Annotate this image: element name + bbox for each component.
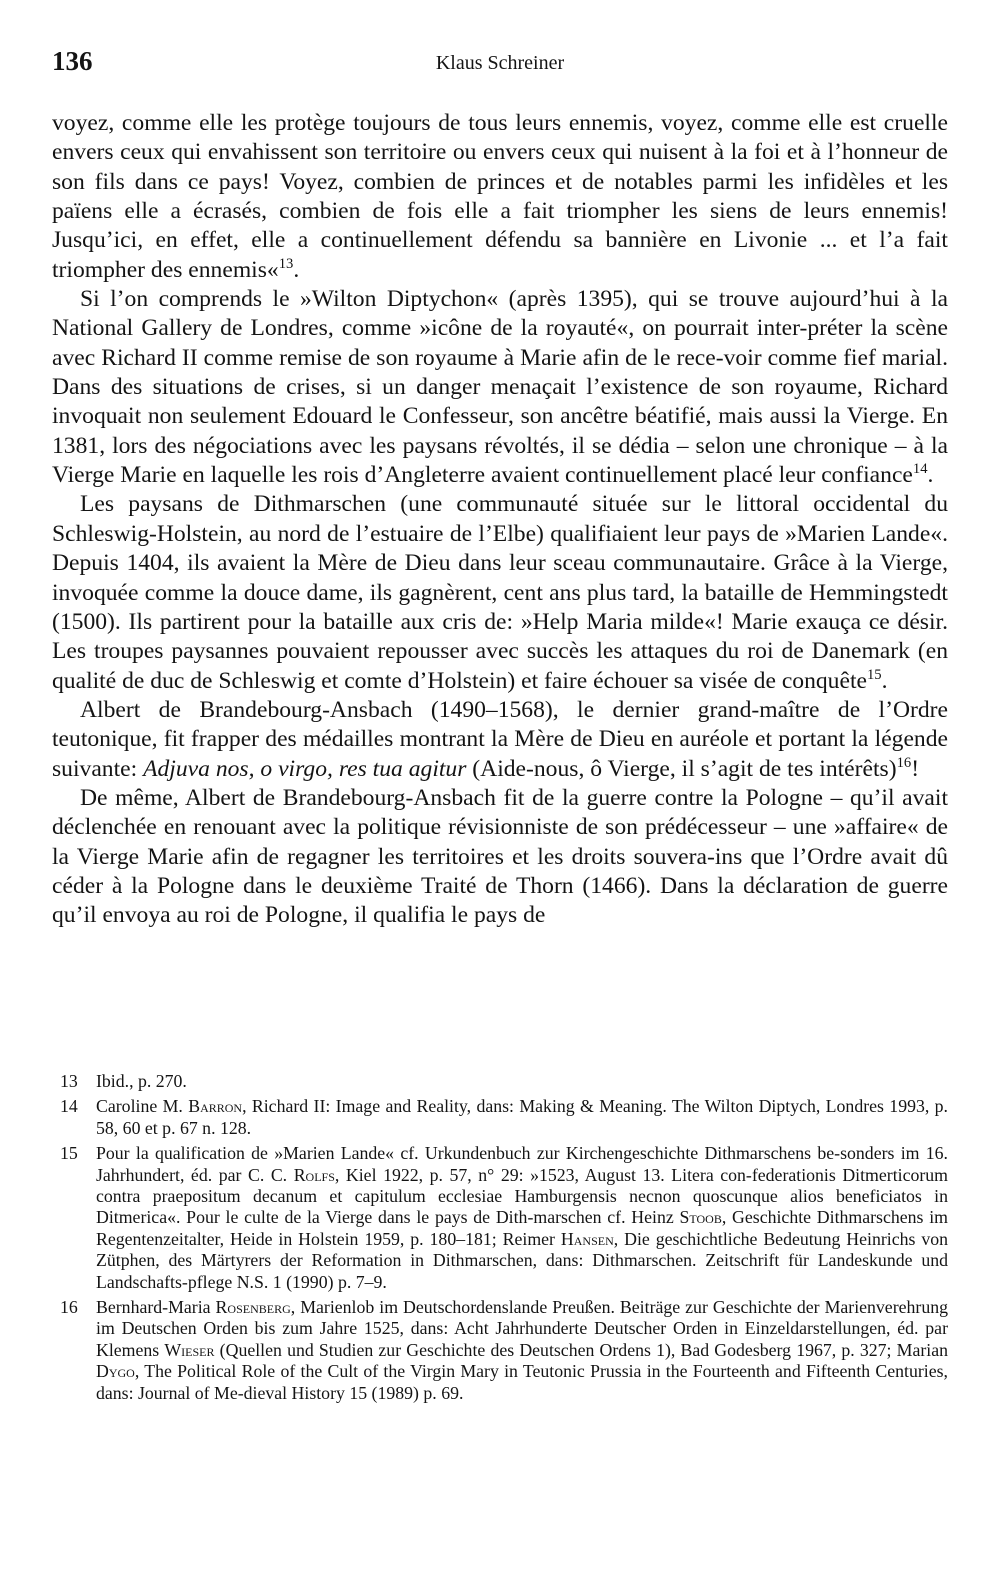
author-surname: Rolfs bbox=[293, 1164, 335, 1185]
footnote-text: , Geschichte Dithmarschens im Regentenzeitalter, Heide in Holstein 1959, p. 180–181; Reimer bbox=[96, 1207, 948, 1249]
footnote-number: 13 bbox=[60, 1071, 78, 1091]
footnote-ref-16[interactable]: 16 bbox=[896, 754, 912, 771]
punctuation: ! bbox=[911, 755, 920, 782]
footnote-number: 16 bbox=[60, 1297, 78, 1318]
author-surname: Stoob bbox=[679, 1207, 722, 1228]
body-text bbox=[52, 109, 948, 931]
footnotes bbox=[52, 1071, 948, 1408]
author-surname: Wieser bbox=[164, 1339, 215, 1360]
punctuation: . bbox=[293, 256, 300, 283]
author-surname: Dygo bbox=[96, 1361, 135, 1382]
footnote-text: , Marienlob im Deutschordenslande Preußen. Beiträge zur Geschichte der Marienverehrung im Deutschen Orden bis zum Jahre 1525, dans: Acht Jahrhunderte Deutscher Orden in Einzeldarstellungen, éd. par Klemens bbox=[96, 1297, 948, 1360]
running-head-author: Klaus Schreiner bbox=[435, 52, 565, 74]
paragraph-text: voyez, comme elle les protège toujours de tous leurs ennemis, voyez, comme elle est cruelle envers ceux qui envahissent son territoire ou envers ceux qui nuisent à la foi et à l’honneur de son fils dans ce pays! Voyez, combien de princes et de notables parmi les infidèles et les païens elle a écrasés, combien de fois elle a fait triompher les siens de leurs ennemis! Jusqu’ici, en effet, elle a continuellement défendu sa bannière en Livonie ... et l’a fait triompher des ennemis« bbox=[52, 110, 948, 283]
footnote-text: , Kiel 1922, p. 57, n° 29: »1523, August 13. Litera con-federationis Ditmerticorum contra praepositum decanum et capitulum ecclesiae Hamburgensis necnon quoscunque alios beneficiatos in Ditmerica«. Pour le culte de la Vierge dans le pays de Dith-marschen cf. Heinz bbox=[96, 1164, 949, 1228]
paragraph bbox=[52, 285, 948, 490]
footnote-text: Bernhard-Maria bbox=[96, 1297, 216, 1318]
paragraph bbox=[52, 696, 948, 784]
footnote-number: 15 bbox=[60, 1143, 78, 1164]
author-surname: Barron bbox=[188, 1096, 243, 1117]
punctuation: . bbox=[927, 462, 934, 489]
paragraph-text: De même, Albert de Brandebourg-Ansbach fit de la guerre contre la Pologne – qu’il avait déclenchée en renouant avec la politique révisionniste de son prédécesseur – une »affaire« de la Vierge Marie afin de regagner les territoires et les droits souvera-ins que l’Ordre avait dû céder à la Pologne dans le deuxième Traité de Thorn (1466). Dans la déclaration de guerre qu’il envoya au roi de Pologne, il qualifia le pays de bbox=[52, 784, 948, 929]
page-header bbox=[52, 46, 948, 82]
footnote-text: Pour la qualification de »Marien Lande« cf. Urkundenbuch zur Kirchengeschichte Dithmarschens be-sonders im 16. Jahrhundert, éd. par C. C. bbox=[96, 1143, 948, 1185]
footnote-ref-15[interactable]: 15 bbox=[866, 666, 882, 683]
footnote-text: Caroline M. bbox=[96, 1096, 189, 1117]
footnote-text: (Quellen und Studien zur Geschichte des Deutschen Ordens 1), Bad Godesberg 1967, p. 327; Marian bbox=[214, 1339, 949, 1360]
footnote-15 bbox=[52, 1143, 948, 1293]
punctuation: . bbox=[881, 667, 888, 694]
author-surname: Rosenberg bbox=[215, 1297, 291, 1318]
paragraph-text: Si l’on comprends le »Wilton Diptychon« (après 1395), qui se trouve aujourd’hui à la National Gallery de Londres, comme »icône de la royauté«, on pourrait inter-préter la scène avec Richard II comme remise de son royaume à Marie afin de le rece-voir comme fief marial. Dans des situations de crises, si un danger menaçait l’existence de son royaume, Richard invoquait non seulement Edouard le Confesseur, son ancêtre béatifié, mais aussi la Vierge. En 1381, lors des négociations avec les paysans révoltés, il se dédia – selon une chronique – à la Vierge Marie en laquelle les rois d’Angleterre avaient continuellement placé leur confiance bbox=[52, 286, 948, 489]
paragraph bbox=[52, 490, 948, 695]
footnote-ref-13[interactable]: 13 bbox=[278, 255, 294, 272]
latin-legend: Adjuva nos, o virgo, res tua agitur bbox=[143, 755, 467, 782]
paragraph-text: Albert de Brandebourg-Ansbach (1490–1568), le dernier grand-maître de l’Ordre teutonique, fit frapper des médailles montrant la Mère de Dieu en auréole et portant la légende suivante: bbox=[52, 696, 948, 782]
paragraph-text: Les paysans de Dithmarschen (une communauté située sur le littoral occidental du Schleswig-Holstein, au nord de l’estuaire de l’Elbe) qualifiaient leur pays de »Marien Lande«. Depuis 1404, ils avaient la Mère de Dieu dans leur sceau communautaire. Grâce à la Vierge, invoquée comme la douce dame, ils gagnèrent, cent ans plus tard, la bataille de Hemmingstedt (1500). Ils partirent pour la bataille aux cris de: »Help Maria milde«! Marie exauça ce désir. Les troupes paysannes pouvaient repousser avec succès les attaques du roi de Danemark (en qualité de duc de Schleswig et comte d’Holstein) et faire échouer sa visée de conquête bbox=[52, 491, 948, 694]
page-number: 136 bbox=[52, 46, 93, 76]
footnote-13 bbox=[52, 1071, 948, 1092]
footnote-16 bbox=[52, 1297, 948, 1404]
footnote-text: , Die geschichtliche Bedeutung Heinrichs von Zütphen, des Märtyrers der Reformation in Dithmarschen, dans: Dithmarschen. Zeitschrift für Landeskunde und Landschafts-pflege N.S. 1 (1990) p. 7–9. bbox=[96, 1228, 948, 1292]
footnote-text: Ibid., p. 270. bbox=[96, 1071, 187, 1091]
author-surname: Hansen bbox=[560, 1228, 614, 1249]
footnote-text: , The Political Role of the Cult of the Virgin Mary in Teutonic Prussia in the Fourteenth and Fifteenth Centuries, dans: Journal of Me-dieval History 15 (1989) p. 69. bbox=[96, 1361, 948, 1403]
footnote-ref-14[interactable]: 14 bbox=[912, 461, 928, 478]
paragraph bbox=[52, 109, 948, 285]
paragraph-text: (Aide-nous, ô Vierge, il s’agit de tes intérêts) bbox=[466, 755, 897, 782]
footnote-text: , Richard II: Image and Reality, dans: Making & Meaning. The Wilton Diptych, Londres 1993, p. 58, 60 et p. 67 n. 128. bbox=[96, 1096, 948, 1138]
paragraph bbox=[52, 784, 948, 931]
footnote-number: 14 bbox=[60, 1096, 78, 1117]
footnote-14 bbox=[52, 1096, 948, 1139]
